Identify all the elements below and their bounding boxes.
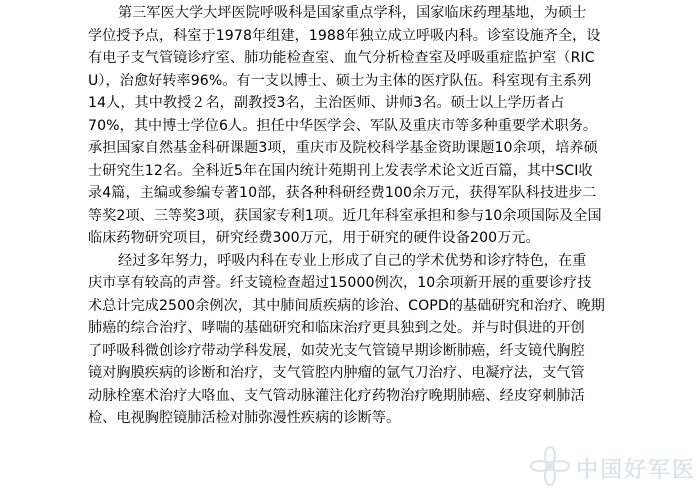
text-line: 动脉栓塞术治疗大咯血、支气管动脉灌注化疗药物治疗晚期肺癌、经皮穿刺肺活 [88, 387, 585, 404]
text-line: 有电子支气管镜诊疗室、肺功能检查室、血气分析检查室及呼吸重症监护室（RIC [88, 50, 595, 66]
text-line: 学位授予点，科室于1978年组建，1988年独立成立呼吸内科。诊室设施齐全，设 [88, 27, 601, 44]
text-line: 庆市享有较高的声誉。纤支镜检查超过15000例次，10余项新开展的重要诊疗技 [88, 275, 592, 291]
text-line: 士研究生12名。全科近5年在国内统计苑期刊上发表学术论文近百篇，其中SCI收 [88, 162, 593, 179]
text-line: 检、电视胸腔镜肺活检对肺弥漫性疾病的诊断等。 [88, 410, 401, 426]
text-line: 等奖2项、三等奖3项，获国家专利1项。近几年科室承担和参与10余项国际及全国 [88, 207, 602, 224]
text-line: 临床药物研究项目，研究经费300万元，用于研究的硬件设备200万元。 [88, 230, 540, 246]
text-line: 录4篇，主编或参编专著10部，获各种科研经费100余万元，获得军队科技进步二 [88, 185, 597, 201]
article-body [88, 2, 696, 430]
text-line: 了呼吸科微创诊疗带动学科发展，如荧光支气管镜早期诊断肺癌，纤支镜代胸腔 [88, 342, 585, 359]
text-line: U），治愈好转率96%。有一支以博士、硕士为主体的医疗队伍。科室现有主系列 [88, 72, 592, 89]
text-line: 70%，其中博士学位6人。担任中华医学会、军队及重庆市等多种重要学术职务。 [88, 117, 598, 134]
text-line: 术总计完成2500余例次，其中肺间质疾病的诊治、COPD的基础研究和治疗、晚期 [88, 297, 605, 314]
watermark [530, 446, 696, 490]
text-line: 经过多年努力，呼吸内科在专业上形成了自己的学术优势和诊疗特色，在重 [118, 252, 587, 269]
text-line: 承担国家自然基金科研课题3项，重庆市及院校科学基金资助课题10余项，培养硕 [88, 140, 598, 156]
text-line: 镜对胸膜疾病的诊断和治疗，支气管腔内肿瘤的氩气刀治疗、电凝疗法，支气管 [88, 365, 585, 381]
text-line: 14人，其中教授２名，副教授3名，主治医师、讲师3名。硕士以上学历者占 [88, 95, 565, 111]
text-line: 第三军医大学大坪医院呼吸科是国家重点学科，国家临床药理基地，为硕士 [118, 5, 587, 21]
watermark-text: 中国好军医 [575, 457, 696, 483]
text-line: 肺癌的综合治疗、哮喘的基础研究和临床治疗更具独到之处。并与时俱进的开创 [88, 320, 585, 336]
flower-logo-icon [530, 446, 570, 490]
